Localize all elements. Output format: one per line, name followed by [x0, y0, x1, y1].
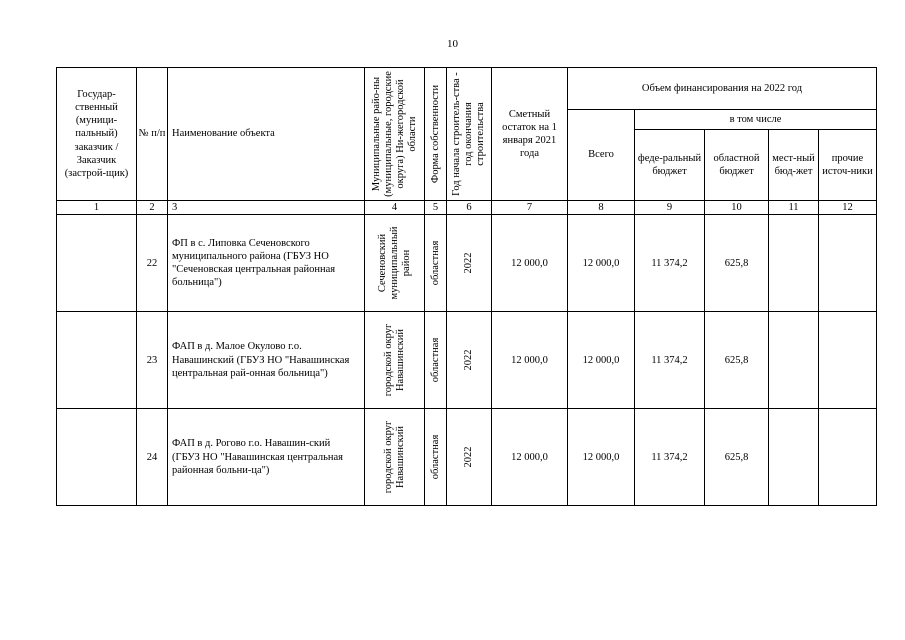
column-number: 9 [635, 201, 705, 215]
cell-local [769, 409, 819, 506]
table-row [57, 312, 877, 409]
cell-object-name: ФАП в д. Рогово г.о. Навашин-ский (ГБУЗ НО "Навашинская центральная районная больни-ца") [168, 409, 365, 506]
cell-years [447, 409, 492, 506]
column-numbers-row [57, 201, 877, 215]
header-ownership [425, 68, 447, 201]
column-number: 2 [137, 201, 168, 215]
cell-federal: 11 374,2 [635, 215, 705, 312]
column-number: 11 [769, 201, 819, 215]
cell-total: 12 000,0 [568, 215, 635, 312]
cell-other [819, 215, 877, 312]
cell-customer [57, 215, 137, 312]
header-years-text: Год начала строитель-ства - год окончания строительства [450, 72, 487, 196]
header-num: № п/п [137, 68, 168, 201]
header-federal: феде-ральный бюджет [635, 130, 705, 201]
cell-customer [57, 409, 137, 506]
cell-other [819, 409, 877, 506]
cell-municipal-text: Сеченовский муниципальный район [376, 226, 412, 300]
column-number: 1 [57, 201, 137, 215]
column-number: 7 [492, 201, 568, 215]
table-row [57, 215, 877, 312]
header-total: Всего [568, 110, 635, 201]
cell-municipal-text: городской округ Навашинский [382, 420, 406, 494]
cell-years [447, 215, 492, 312]
header-other: прочие источ-ники [819, 130, 877, 201]
cell-object-name: ФП в с. Липовка Сеченовского муниципального района (ГБУЗ НО "Сеченовская центральная районная больница") [168, 215, 365, 312]
cell-years-text: 2022 [462, 349, 474, 371]
cell-ownership-text: областная [429, 434, 441, 480]
cell-ownership-text: областная [429, 240, 441, 286]
header-financing: Объем финансирования на 2022 год [568, 68, 877, 110]
page-number: 10 [447, 38, 458, 50]
cell-local [769, 215, 819, 312]
header-ownership-text: Форма собственности [429, 84, 441, 184]
cell-customer [57, 312, 137, 409]
cell-ownership [425, 409, 447, 506]
cell-num: 23 [137, 312, 168, 409]
cell-years-text: 2022 [462, 252, 474, 274]
header-local: мест-ный бюд-жет [769, 130, 819, 201]
cell-ownership-text: областная [429, 337, 441, 383]
cell-federal: 11 374,2 [635, 312, 705, 409]
cell-local [769, 312, 819, 409]
financing-table [56, 67, 877, 506]
cell-years [447, 312, 492, 409]
cell-total: 12 000,0 [568, 409, 635, 506]
cell-ownership [425, 215, 447, 312]
cell-municipal [365, 409, 425, 506]
header-years [447, 68, 492, 201]
cell-regional: 625,8 [705, 312, 769, 409]
header-estimate: Сметный остаток на 1 января 2021 года [492, 68, 568, 201]
cell-total: 12 000,0 [568, 312, 635, 409]
cell-municipal [365, 215, 425, 312]
header-regional: областной бюджет [705, 130, 769, 201]
cell-num: 24 [137, 409, 168, 506]
column-number: 12 [819, 201, 877, 215]
cell-municipal [365, 312, 425, 409]
cell-estimate: 12 000,0 [492, 215, 568, 312]
cell-years-text: 2022 [462, 446, 474, 468]
cell-object-name: ФАП в д. Малое Окулово г.о. Навашинский (ГБУЗ НО "Навашинская центральная рай-онная больница") [168, 312, 365, 409]
cell-regional: 625,8 [705, 215, 769, 312]
cell-estimate: 12 000,0 [492, 312, 568, 409]
column-number: 8 [568, 201, 635, 215]
cell-num: 22 [137, 215, 168, 312]
column-number: 5 [425, 201, 447, 215]
header-municipal [365, 68, 425, 201]
table-row [57, 409, 877, 506]
cell-regional: 625,8 [705, 409, 769, 506]
cell-municipal-text: городской округ Навашинский [382, 323, 406, 397]
column-number: 10 [705, 201, 769, 215]
column-number: 6 [447, 201, 492, 215]
header-object-name: Наименование объекта [168, 68, 365, 201]
cell-federal: 11 374,2 [635, 409, 705, 506]
column-number: 4 [365, 201, 425, 215]
header-municipal-text: Муниципальные райо-ны (муниципальные, городские округа) Ни-жегородской области [370, 71, 418, 197]
header-including: в том числе [635, 110, 877, 130]
cell-ownership [425, 312, 447, 409]
cell-estimate: 12 000,0 [492, 409, 568, 506]
cell-other [819, 312, 877, 409]
header-customer: Государ-ственный (муници-пальный) заказчик / Заказчик (застрой-щик) [57, 68, 137, 201]
column-number: 3 [168, 201, 365, 215]
